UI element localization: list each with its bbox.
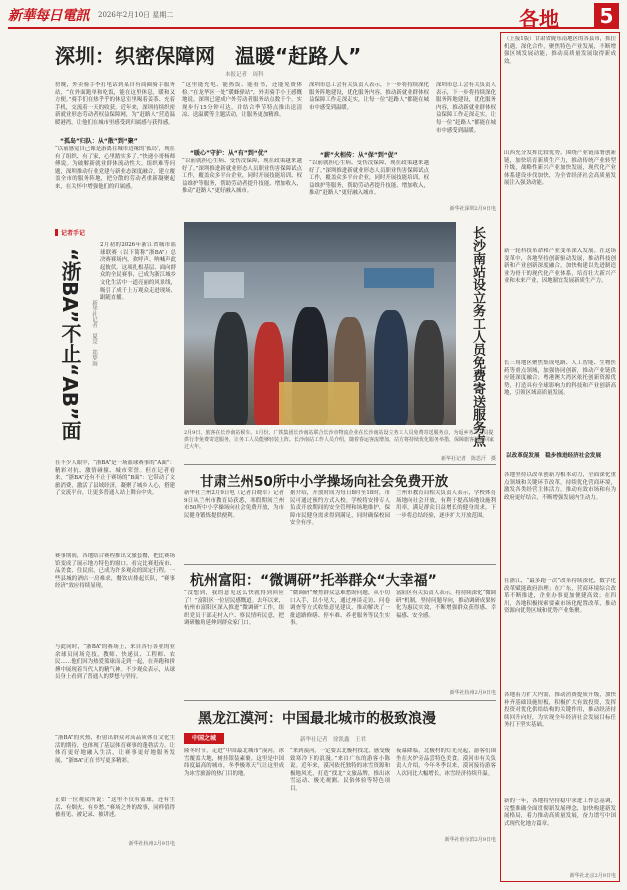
article-fuyang-para-2: “微调研”聚焦群众急难愁盼问题，从小切口入手，以小见大，通过座谈走访、问卷调查等方式收集意见建议，推动解决了一批道路修缮、停车难、养老服务等民生实事。 xyxy=(290,590,390,627)
photo-caption: 2月9日，旅客在长沙南站候车。1月份，广铁集团长沙南站联合长沙市物流企业在长沙南站设立务工人员免费寄送服务点，为返乡务工人员提供行李免费寄送服务，让务工人员能够轻装上阵。长沙南站工作人员介绍，随着春运客流增加，站方将持续优化服务举措，保障旅客温暖回家过大年。 xyxy=(184,430,495,450)
issue-date: 2026年2月10日 星期二 xyxy=(98,11,174,19)
article-mohe-para-3: 夜幕降临，北极村的灯光亮起，游客们围坐在火炉旁品尝特色美食。漠河市有关负责人介绍，今年冬季以来，漠河接待游客人次同比大幅增长，冰雪经济持续升温。 xyxy=(396,748,496,777)
jotting-para-5: “浙BA”的火热，折射出群众对高品质体育文化生活的期待，也体现了基层体育赛事的蓬勃活力。让体育更好地融入生活，让赛事更好地服务发展，“浙BA”正在书写更多精彩。 xyxy=(55,735,175,764)
photo-vertical-title: 长沙南站设立务工人员免费寄送服务点 xyxy=(470,226,485,447)
right-column-para-7: 各地着力扩大内需，推动消费提质升级，加快补齐基础设施短板，积极扩大有效投资，发挥投资对优化供给结构的关键作用，推动经济持续回升向好，为实现全年经济社会发展目标任务打下坚实基础。 xyxy=(504,692,616,729)
right-column-para-5: 各地坚持以改革创新为根本动力，全面深化重点领域和关键环节改革，持续优化营商环境，激发各类经营主体活力，推动有效市场和有为政府更好结合，不断增强发展内生动力。 xyxy=(504,472,616,501)
right-column-subhead: 以改革促发展 稳步推进经济社会发展 xyxy=(506,453,602,459)
article-shenzhen-subhead-2: “暖心”守护：从“有”到“优” xyxy=(190,150,268,157)
article-shenzhen-subhead-1: “孤岛”归队：从“散”到“聚” xyxy=(60,138,138,145)
article-fuyang-dateline: 新华社杭州2月9日电 xyxy=(449,690,496,696)
article-shenzhen-subhead-3: “薪”火相传：从“保”到“促” xyxy=(320,152,398,159)
right-column-para-4: 长三角地区聚焦集成电路、人工智能、生物医药等重点领域，加强协同创新，推动产业链供应链深度融合；粤港澳大湾区依托创新资源优势，打造具有全球影响力的科技和产业创新高地，引领区域高质量发展。 xyxy=(504,360,616,397)
photo-credit: 新华社记者 陈思汗 摄 xyxy=(440,456,496,462)
article-shenzhen-para-5: “以前就担心生病、受伤没保障，现在政策越来越好了。”深圳推进新就业形态人员职业伤害保障试点工作，覆盖众多平台企业，同时开展技能培训、权益维护等服务，帮助劳动者提升技能、增加收入，推动“赶路人”更好融入城市。 xyxy=(309,160,429,197)
divider xyxy=(184,700,496,701)
right-column-para-6: 在浙江，“最多跑一次”改革持续深化，数字化改革赋能政府治理；在广东，营商环境综合改革不断推进，企业办事更加便捷高效；在四川，各地积极探索要素市场化配置改革，推动资源向优势区域和优势产业集聚。 xyxy=(504,578,616,615)
right-column-para-8: 新的一年，各地将坚持稳中求进工作总基调，完整准确全面贯彻新发展理念，加快构建新发展格局，着力推动高质量发展，奋力谱写中国式现代化地方篇章。 xyxy=(504,798,616,827)
article-fuyang-para-3: 富阳区有关负责人表示，将持续深化“微调研”机制，坚持问题导向，推动调研成果转化为惠民实效，不断增强群众获得感、幸福感、安全感。 xyxy=(396,590,496,619)
station-sign xyxy=(204,272,244,298)
article-shenzhen-para-2: “这里能充电、能热饭、能看书，还能免费体检。”在龙华区一处“暖蜂驿站”，外卖骑手小王感慨地说。深圳已建成户外劳动者服务站点数千个，实现步行15分钟可达，并结合季节特点推出送清凉、送温暖等主题活动，让服务更加精准。 xyxy=(182,82,302,119)
masthead xyxy=(8,3,619,29)
station-photo xyxy=(184,222,456,425)
right-column-dateline: 新华社北京2月9日电 xyxy=(569,873,616,879)
article-mohe-headline: 黑龙江漠河：中国最北城市的极致浪漫 xyxy=(198,711,436,727)
article-shenzhen-headline: 深圳：织密保障网 温暖“赶路人” xyxy=(55,44,362,68)
newspaper-logo: 新華每日電訊 xyxy=(8,8,89,24)
jotting-label-text: 记者手记 xyxy=(61,230,86,237)
section-name: 各地 xyxy=(519,7,559,31)
article-lanzhou-para-2: 兰州市教育局相关负责人表示，学校体育场地向社会开放，有利于提高场地设施利用率，满足群众日益增长的健身需求，下一步将总结经验，逐步扩大开放范围。 xyxy=(396,490,496,519)
photo-vertical-title-box xyxy=(460,222,496,447)
article-lanzhou-lead: 新华社兰州2月9日电（记者白晓军）记者9日从兰州市教育局获悉，寒假期间兰州市50所中小学操场向社会免费开放，为市民健身锻炼提供便利。 xyxy=(184,490,284,519)
article-fuyang-para-1: “没想到，我的意见这么快就得到回应了！”富阳区一位居民感慨道。去年以来，杭州市富阳区深入推进“微调研”工作，组织党员干部走村入户、察民情听民意，把调研触角延伸到群众家门口。 xyxy=(184,590,284,627)
article-lanzhou-para-1: 据介绍，开放时间为每日8时至18时，市民可通过预约方式入校。学校将安排专人负责开放期间的安全管理和场地维护，保障市民健身需求得到满足，同时确保校园安全有序。 xyxy=(290,490,390,527)
passenger-figure xyxy=(414,320,444,425)
article-shenzhen-para-6: 深圳市总工会有关负责人表示，下一步将持续深化服务阵地建设，优化服务内容，推动新就业群体权益保障工作走深走实，让每一位“赶路人”都能在城市中感受到温暖。 xyxy=(436,82,496,134)
jotting-headline: “浙BA”不止“AB”面 xyxy=(58,248,82,441)
article-fuyang-headline: 杭州富阳：“微调研”托举群众“大幸福” xyxy=(190,573,437,589)
station-ceiling xyxy=(184,222,456,262)
article-mohe-tag: 中国之城 xyxy=(184,733,224,744)
article-mohe-para-2: “来到漠河，一定要去北极村找北，感受极致寒冷下的浪漫。”来自广东的游客小陈说。近年来，漠河依托独特的冰雪资源和极地风光，打造“找北”文旅品牌，推出冰雪运动、极光观测、民俗体验等特色项目。 xyxy=(290,748,390,792)
jotting-dateline: 新华社杭州2月9日电 xyxy=(128,841,175,847)
article-lanzhou-headline: 甘肃兰州50所中小学操场向社会免费开放 xyxy=(200,474,449,490)
passenger-figure xyxy=(374,310,408,425)
passenger-figure xyxy=(214,312,248,425)
right-column-para-1: （上接1版）甘肃省陇东南地区的各县市，抓住机遇，深化合作，聚焦特色产业发展，不断增强区域发展动能，推动高质量发展取得新成效。 xyxy=(504,36,616,65)
jotting-para-6: 正如一位观众所说：“这里不仅有篮球，还有生活、有烟火、有乡愁。”赛场之外的故事，同样值得被看见、被记录、被讲述。 xyxy=(55,797,175,819)
right-column-para-2: 山西充分发挥比较优势，围绕产业链部署创新链，加快培育新质生产力，推动传统产业转型升级，战略性新兴产业加快发展，现代化产业体系建设步伐加快，为全省经济社会高质量发展注入强劲动能。 xyxy=(504,150,616,187)
jotting-para-2: 在不少人眼中，“浙BA”是一场篮球赛事的“A面”：精彩对抗、激情碰撞、城市荣誉。但在记者看来，“浙BA”还有不止于赛场的“B面”：它带动了文旅消费，激活了县域经济，凝聚了城乡人心，搭建了交流平台，让更多普通人站上舞台中央。 xyxy=(55,460,175,497)
station-display-board xyxy=(364,268,434,288)
article-shenzhen-para-4: 深圳市总工会有关负责人表示，下一步将持续深化服务阵地建设，优化服务内容，推动新就业群体权益保障工作走深走实，让每一位“赶路人”都能在城市中感受到温暖。 xyxy=(309,82,429,111)
right-column-para-3: 新一轮科技革命和产业变革深入发展。在这场变革中，各地坚持创新驱动发展，推动科技创新和产业创新深度融合，加快构建以先进制造业为骨干的现代化产业体系，培育壮大新兴产业和未来产业，因地制宜发展新质生产力。 xyxy=(504,248,616,285)
article-mohe-para-1: 隆冬时节，走进“中国最北城市”漠河，冰雪覆盖大地，树挂银装素裹。这里是中国纬度最高的城市，冬季极寒天气让这里成为冰雪旅游的热门目的地。 xyxy=(184,748,284,777)
article-mohe-byline: 新华社记者 徐凯鑫 王君 xyxy=(300,737,367,743)
jotting-byline: 新华社记者 夏亮 郑梦雨 xyxy=(91,300,97,366)
article-shenzhen-lead: 傍晚，外卖骑手李打电话到某自有商圈骑手服务站，“在外面跑单和吃饭，能在这里休息，暖和又方便。”骑手们在热乎乎的休息室里喝着姜茶、充着手机，交流着一天的收获。近年来，深圳持续织密新就业形态劳动者权益保障网，为“赶路人”营造温暖港湾，让他们在城市里感受到归属感与获得感。 xyxy=(55,82,175,126)
jotting-label-marker xyxy=(55,229,58,236)
article-shenzhen-byline: 本报记者 周科 xyxy=(225,72,264,78)
luggage-boxes xyxy=(279,382,359,425)
article-shenzhen-dateline: 新华社深圳2月9日电 xyxy=(449,206,496,212)
article-shenzhen-para-3: “以前就担心生病、受伤没保障，现在政策越来越好了。”深圳推进新就业形态人员职业伤害保障试点工作，覆盖众多平台企业，同时开展技能培训、权益维护等服务，帮助劳动者提升技能、增加收入，推动“赶路人”更好融入城市。 xyxy=(182,158,302,195)
article-shenzhen-para-1: “以前感觉自己像是游离在城市边缘的‘孤岛’，现在有了组织、有了家，心里踏实多了。”快递小哥杨师傅说。为破解新就业群体流动性大、组织难等问题，深圳推动行业党建与新业态深度融合，建立覆盖全市的服务阵地，把分散的劳动者重新凝聚起来，在关怀中增强他们的归属感。 xyxy=(55,146,175,190)
jotting-para-3: 赛事期间，各地结合赛程推出文旅套餐，把比赛场馆变成了展示地方特色的窗口。看完比赛逛夜市、品美食、住民宿，已成为许多观众的固定行程。一些县城的酒店一房难求，餐饮店排起长队，“赛事经济”效应持续显现。 xyxy=(55,553,175,590)
page-number: 5 xyxy=(594,3,619,29)
divider xyxy=(184,564,496,565)
divider xyxy=(184,464,496,465)
jotting-label xyxy=(55,226,115,238)
jotting-para-1: 2月初的2026年浙江省城市篮球联赛（以下简称“浙BA”）总决赛赛场内，欢呼声、呐喊声此起彼伏。这项扎根基层、面向群众的全民赛事，已成为浙江城乡文化生活中一道亮丽的风景线，吸引了成千上万观众走进现场、跟随直播。 xyxy=(100,242,176,302)
article-mohe-dateline: 新华社哈尔滨2月9日电 xyxy=(444,837,496,843)
jotting-para-4: 与此同时，“浙BA”的赛场上，来自各行各业的业余球员同场竞技，教师、快递员、工程师、农民……他们因为热爱篮球而走到一起，在奔跑和拼搏中展现着当代人的精气神。不少观众表示，从球员身上看到了普通人的梦想与坚持。 xyxy=(55,644,175,681)
